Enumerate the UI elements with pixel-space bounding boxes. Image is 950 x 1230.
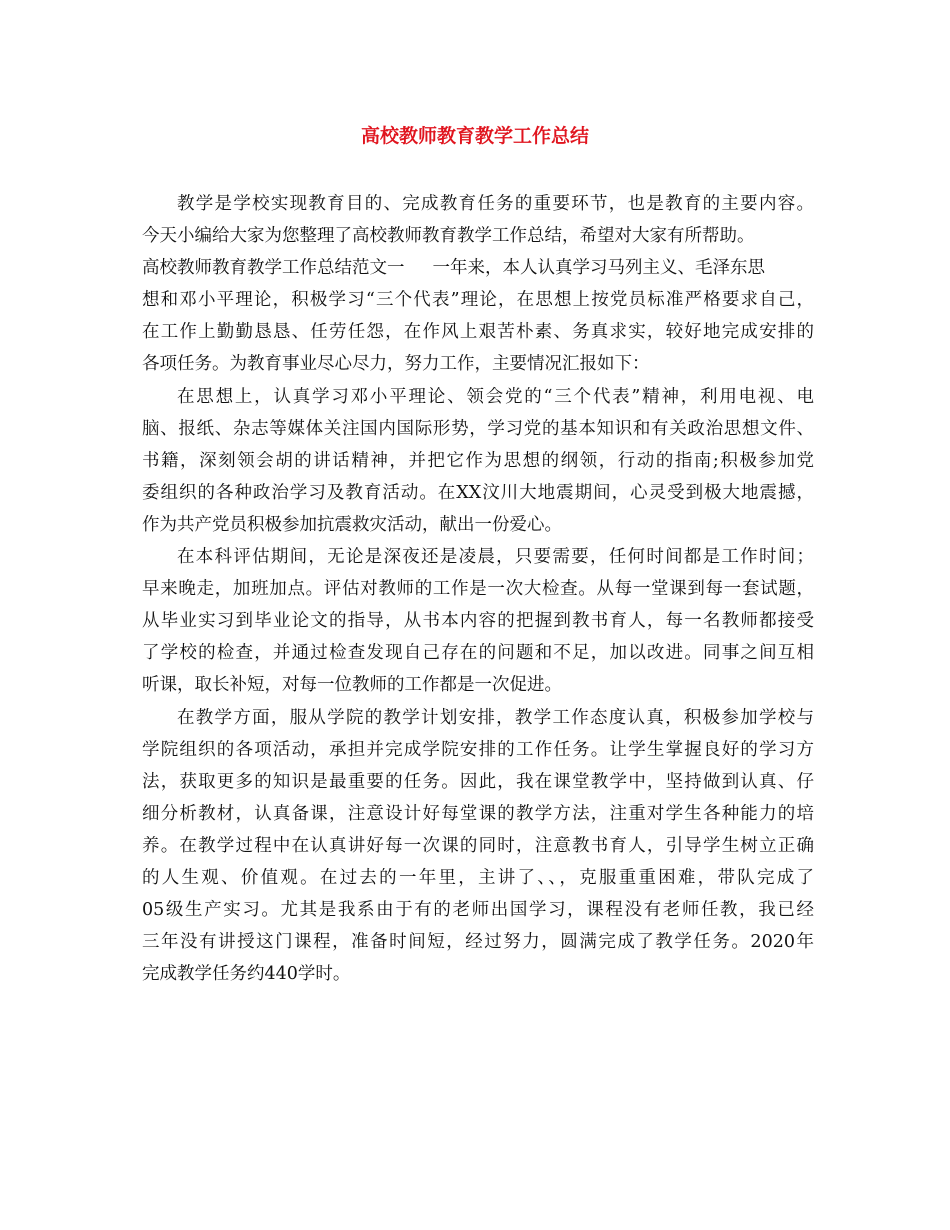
paragraph-line: 在工作上勤勤恳恳、任劳任怨，在作风上艰苦朴素、务真求实，较好地完成安排的 <box>142 322 814 343</box>
paragraph-line: 早来晚走，加班加点。评估对教师的工作是一次大检查。从每一堂课到每一套试题， <box>142 579 814 600</box>
paragraph-line: 作为共产党员积极参加抗震救灾活动，献出一份爱心。 <box>142 514 562 535</box>
sample-heading: 高校教师教育教学工作总结范文一 <box>142 258 405 279</box>
paragraph-line: 书籍，深刻领会胡的讲话精神，并把它作为思想的纲领，行动的指南;积极参加党 <box>142 450 814 471</box>
paragraph-line: 养。在教学过程中在认真讲好每一次课的同时，注意教书育人，引导学生树立正确 <box>142 835 814 856</box>
paragraph-line: 从毕业实习到毕业论文的指导，从书本内容的把握到教书育人，每一名教师都接受 <box>142 611 814 632</box>
paragraph-line: 的人生观、价值观。在过去的一年里，主讲了、、，克服重重困难，带队完成了 <box>142 867 814 888</box>
document-body <box>142 188 814 990</box>
paragraph-line: 在思想上，认真学习邓小平理论、领会党的“三个代表”精神，利用电视、电 <box>177 386 814 407</box>
paragraph-line: 各项任务。为教育事业尽心尽力，努力工作，主要情况汇报如下： <box>142 354 650 375</box>
paragraph-line: 想和邓小平理论，积极学习“三个代表”理论，在思想上按党员标准严格要求自己， <box>142 290 814 311</box>
paragraph-line: 学院组织的各项活动，承担并完成学院安排的工作任务。让学生掌握良好的学习方 <box>142 739 814 760</box>
paragraph-line: 法，获取更多的知识是最重要的任务。因此，我在课堂教学中，坚持做到认真、仔 <box>142 771 814 792</box>
paragraph-text: 一年来，本人认真学习马列主义、毛泽东思 <box>432 258 765 279</box>
paragraph-line: 三年没有讲授这门课程，准备时间短，经过努力，圆满完成了教学任务。2020年 <box>142 932 814 953</box>
paragraph-line: 了学校的检查，并通过检查发现自己存在的问题和不足，加以改进。同事之间互相 <box>142 643 814 664</box>
intro-line: 教学是学校实现教育目的、完成教育任务的重要环节，也是教育的主要内容。 <box>177 194 814 214</box>
sample-heading-line <box>142 252 814 284</box>
paragraph-line: 在教学方面，服从学院的教学计划安排，教学工作态度认真，积极参加学校与 <box>177 707 814 728</box>
paragraph-line: 05级生产实习。尤其是我系由于有的老师出国学习，课程没有老师任教，我已经 <box>142 900 814 921</box>
paragraph-line: 脑、报纸、杂志等媒体关注国内国际形势，学习党的基本知识和有关政治思想文件、 <box>142 418 814 439</box>
paragraph-line: 听课，取长补短，对每一位教师的工作都是一次促进。 <box>142 675 562 696</box>
document-title: 高校教师教育教学工作总结 <box>360 125 589 147</box>
paragraph-line: 委组织的各种政治学习及教育活动。在XX汶川大地震期间，心灵受到极大地震撼， <box>142 482 814 503</box>
paragraph-line: 细分析教材，认真备课，注意设计好每堂课的教学方法，注重对学生各种能力的培 <box>142 803 814 824</box>
paragraph-line: 在本科评估期间，无论是深夜还是凌晨，只要需要，任何时间都是工作时间； <box>177 547 814 568</box>
intro-line: 今天小编给大家为您整理了高校教师教育教学工作总结，希望对大家有所帮助。 <box>142 226 755 247</box>
paragraph-line: 完成教学任务约440学时。 <box>142 964 351 985</box>
